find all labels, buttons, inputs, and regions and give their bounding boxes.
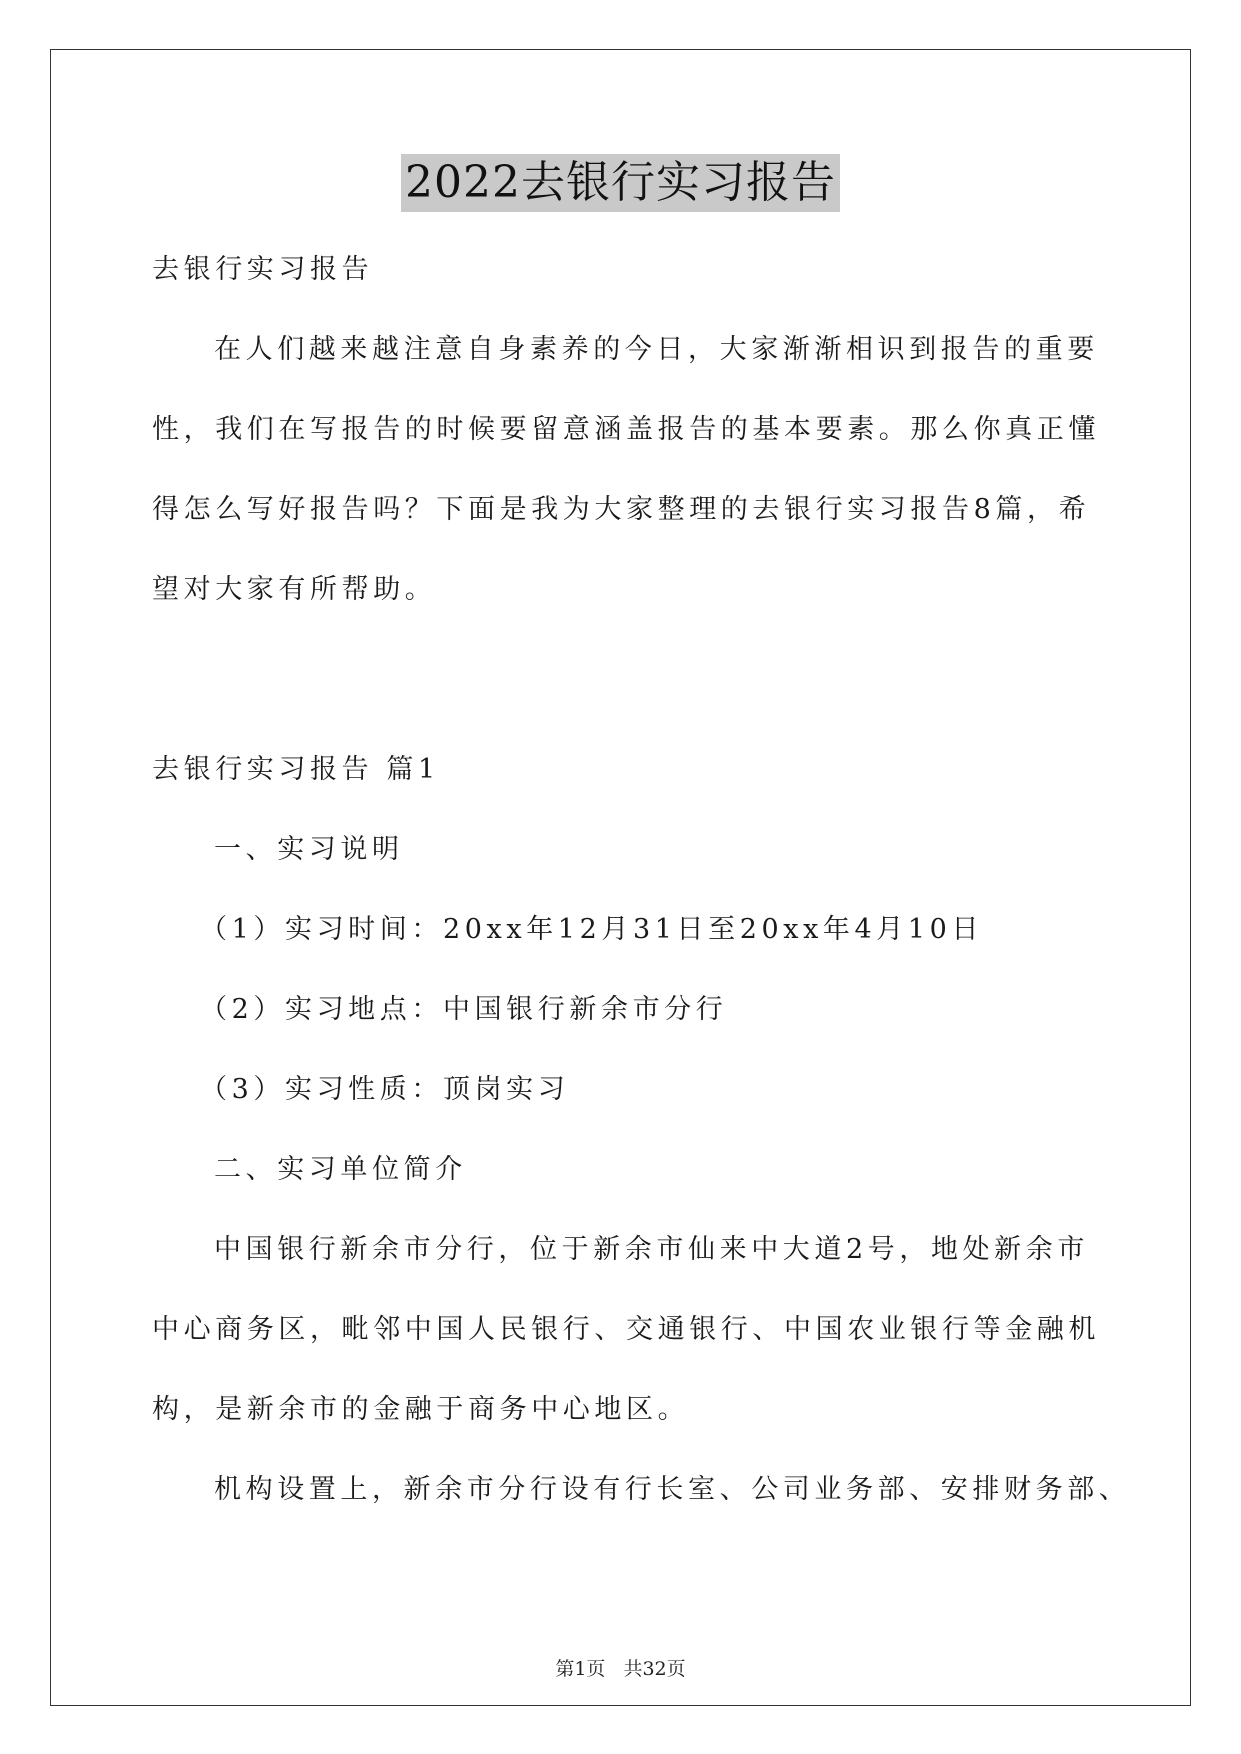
list-item: （2）实习地点：中国银行新余市分行	[200, 994, 728, 1025]
list-item: （1）实习时间：20xx年12月31日至20xx年4月10日	[200, 914, 984, 945]
paragraph-line: 机构设置上，新余市分行设有行长室、公司业务部、安排财务部、	[214, 1474, 1131, 1505]
list-item: （3）实习性质：顶岗实习	[200, 1074, 570, 1105]
paragraph-line: 望对大家有所帮助。	[152, 574, 437, 605]
paragraph-line: 构，是新余市的金融于商务中心地区。	[152, 1394, 690, 1425]
document-title: 2022去银行实习报告	[401, 154, 840, 212]
paragraph-line: 得怎么写好报告吗？下面是我为大家整理的去银行实习报告8篇，希	[152, 494, 1091, 525]
subsection-heading: 一、实习说明	[214, 834, 404, 865]
page-border	[50, 49, 1191, 1706]
paragraph-line: 性，我们在写报告的时候要留意涵盖报告的基本要素。那么你真正懂	[152, 414, 1100, 445]
page-number: 第1页	[555, 1658, 606, 1680]
section-heading: 去银行实习报告 篇1	[152, 754, 440, 785]
paragraph-line: 在人们越来越注意自身素养的今日，大家渐渐相识到报告的重要	[214, 334, 1099, 365]
page-total: 共32页	[623, 1658, 686, 1680]
page-footer	[0, 1657, 1241, 1681]
paragraph-line: 中心商务区，毗邻中国人民银行、交通银行、中国农业银行等金融机	[152, 1314, 1100, 1345]
subtitle-line: 去银行实习报告	[152, 254, 374, 285]
title-wrapper	[0, 154, 1241, 212]
subsection-heading: 二、实习单位简介	[214, 1154, 467, 1185]
paragraph-line: 中国银行新余市分行，位于新余市仙来中大道2号，地处新余市	[214, 1234, 1089, 1265]
